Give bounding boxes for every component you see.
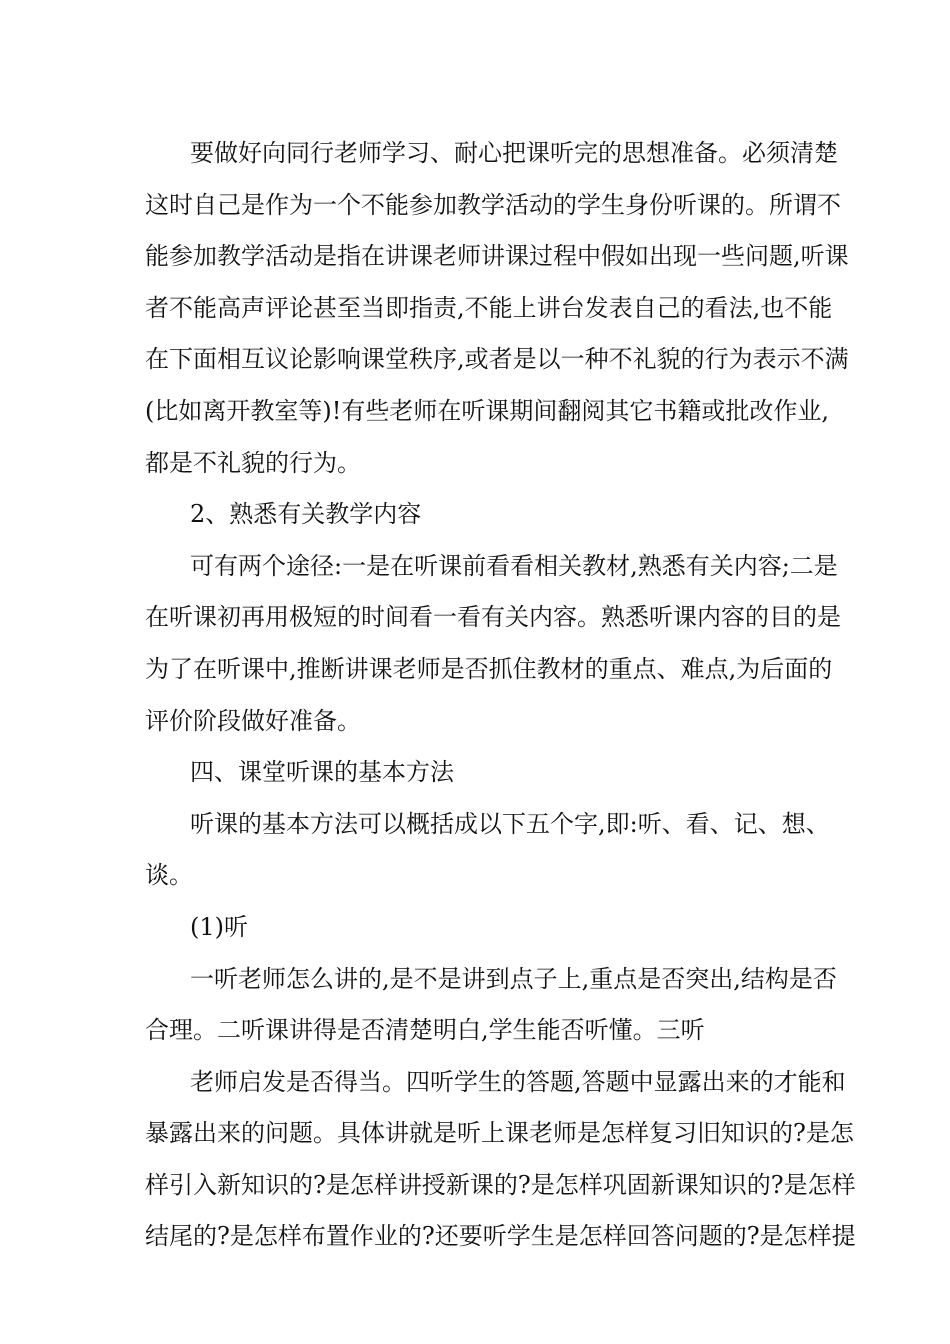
text-line: 要做好向同行老师学习、耐心把课听完的思想准备。必须清楚 (190, 139, 838, 167)
text-line: 可有两个途径:一是在听课前看看相关教材,熟悉有关内容;二是 (190, 551, 838, 580)
paragraph (145, 902, 807, 954)
text-line: 评价阶段做好准备。 (145, 706, 361, 735)
text-line: (比如离开教室等)!有些老师在听课期间翻阅其它书籍或批改作业, (145, 396, 829, 425)
text-line: 为了在听课中,推断讲课老师是否抓住教材的重点、难点,为后面的 (145, 654, 833, 683)
text-line: 暴露出来的问题。具体讲就是听上课老师是怎样复习旧知识的?是怎 (145, 1119, 854, 1148)
text-line: 一听老师怎么讲的,是不是讲到点子上,重点是否突出,结构是否 (190, 964, 837, 993)
text-line: 在下面相互议论影响课堂秩序,或者是以一种不礼貌的行为表示不满 (145, 345, 849, 374)
text-line: 在听课初再用极短的时间看一看有关内容。熟悉听课内容的目的是 (145, 603, 841, 632)
text-line: 结尾的?是怎样布置作业的?还要听学生是怎样回答问题的?是怎样提 (145, 1222, 856, 1251)
paragraph (145, 541, 841, 747)
text-line: 样引入新知识的?是怎样讲授新课的?是怎样巩固新课知识的?是怎样 (145, 1170, 856, 1199)
text-line: 2、熟悉有关教学内容 (190, 500, 422, 529)
paragraph (145, 1057, 856, 1263)
text-line: 合理。二听课讲得是否清楚明白,学生能否听懂。三听 (145, 1016, 705, 1045)
text-line: 谈。 (145, 861, 193, 890)
text-line: (1)听 (190, 912, 248, 941)
text-line: 都是不礼貌的行为。 (145, 448, 361, 477)
paragraph (145, 128, 849, 489)
paragraph (145, 954, 837, 1057)
paragraph (145, 747, 807, 799)
document-body (145, 128, 856, 1263)
text-line: 听课的基本方法可以概括成以下五个字,即:听、看、记、想、 (190, 809, 830, 838)
text-line: 者不能高声评论甚至当即指责,不能上讲台发表自己的看法,也不能 (145, 293, 833, 322)
paragraph (145, 489, 807, 541)
paragraph (145, 799, 830, 902)
text-line: 这时自己是作为一个不能参加教学活动的学生身份听课的。所谓不 (145, 190, 841, 219)
text-line: 老师启发是否得当。四听学生的答题,答题中显露出来的才能和 (190, 1067, 846, 1096)
text-line: 四、课堂听课的基本方法 (190, 758, 454, 787)
text-line: 能参加教学活动是指在讲课老师讲课过程中假如出现一些问题,听课 (145, 242, 849, 271)
